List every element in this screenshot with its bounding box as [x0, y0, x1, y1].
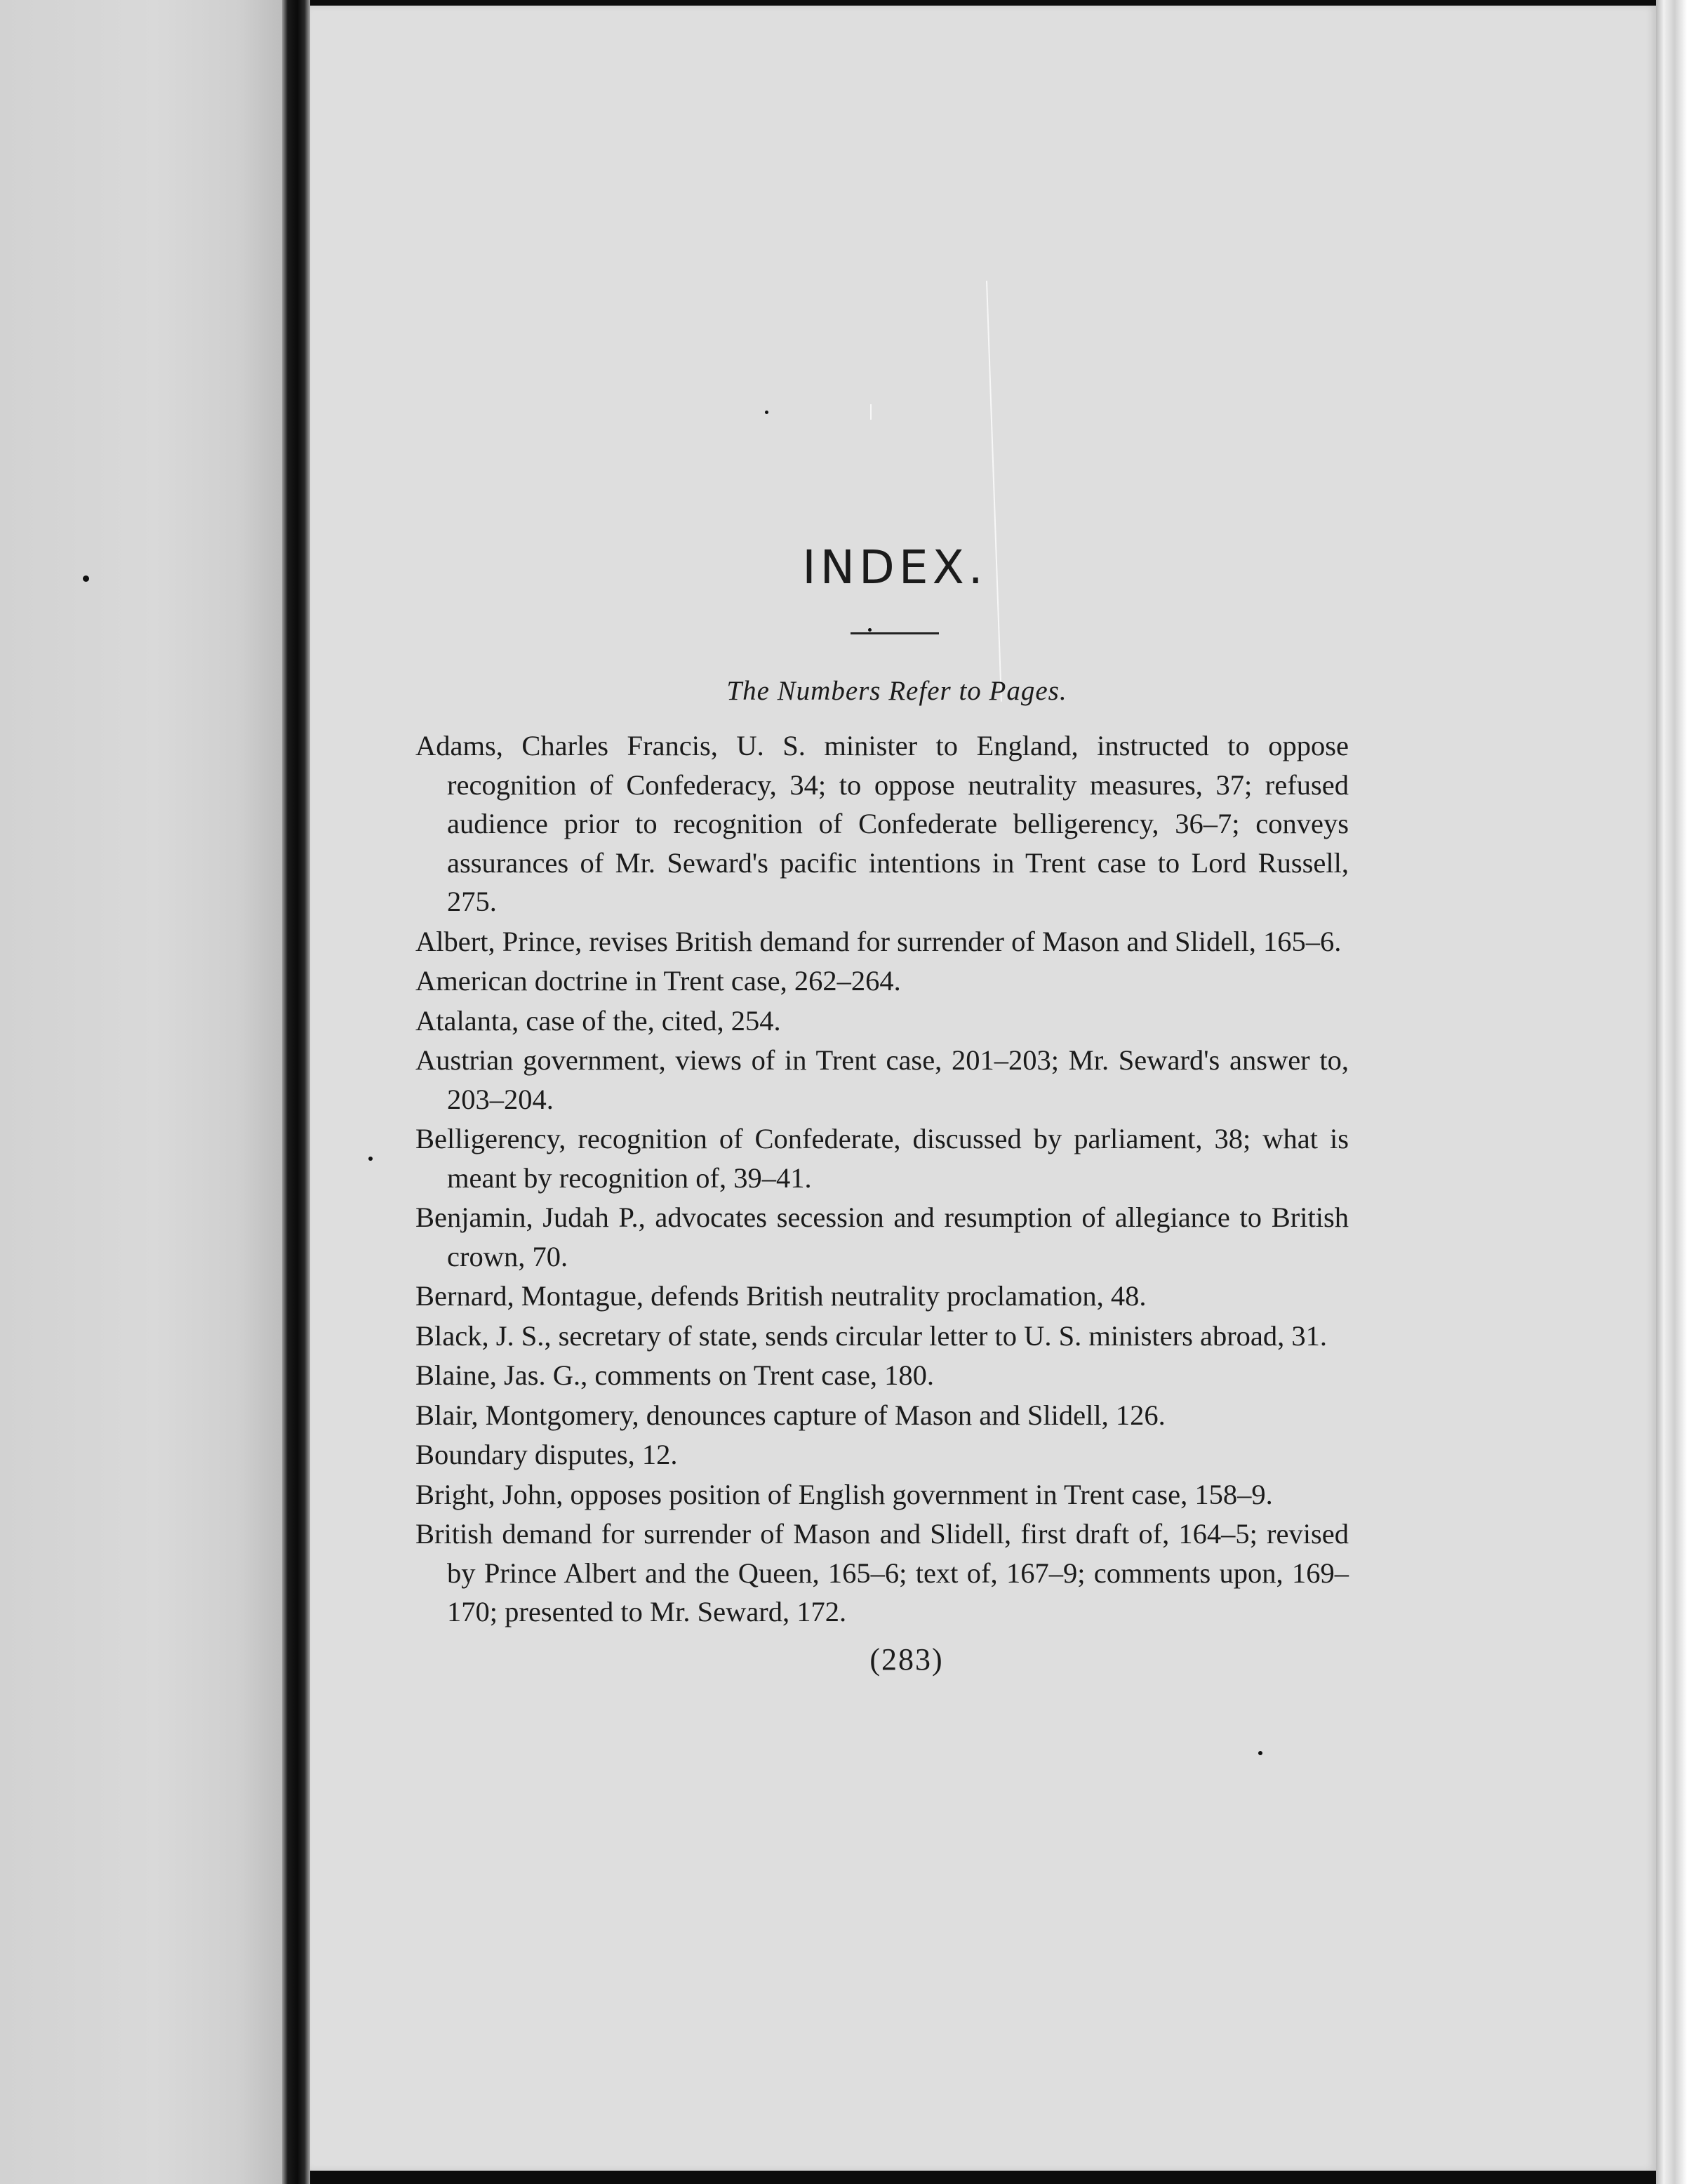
index-entry: Atalanta, case of the, cited, 254. — [415, 1004, 781, 1037]
index-entry: American doctrine in Trent case, 262–264. — [415, 965, 901, 997]
index-entry: Bernard, Montague, defends British neutrality proclamation, 48. — [415, 1280, 1147, 1312]
page-number: (283) — [869, 1642, 944, 1677]
index-subtitle: The Numbers Refer to Pages. — [726, 676, 1067, 706]
index-entry: Boundary disputes, 12. — [415, 1439, 678, 1470]
index-entries — [415, 726, 1349, 1632]
index-page-content — [415, 540, 1349, 1677]
index-entry: Blaine, Jas. G., comments on Trent case, 180. — [415, 1359, 935, 1391]
index-entry: Bright, John, opposes position of English government in Trent case, 158–9. — [415, 1478, 1273, 1510]
dust-speck — [83, 575, 89, 582]
index-entry: Austrian government, views of in Trent case, 201–203; Mr. Seward's answer to, 203–204. — [415, 1044, 1349, 1115]
dust-speck — [765, 411, 768, 414]
scan-scratch — [870, 404, 872, 420]
page-edge — [1656, 0, 1687, 2184]
index-entry: Adams, Charles Francis, U. S. minister to England, instructed to oppose recognition of Confederacy, 34; to oppose neutrality measures, 37; refused audience prior to recognition of Confederate belligerency, 36–7; conveys assurances of Mr. Seward's pacific intentions in Trent case to Lord Russell, 275. — [415, 730, 1349, 917]
index-entry: Benjamin, Judah P., advocates secession and resumption of allegiance to British crown, 70. — [415, 1201, 1349, 1272]
title-rule — [851, 632, 939, 634]
index-entry: Black, J. S., secretary of state, sends circular letter to U. S. ministers abroad, 31. — [415, 1319, 1328, 1352]
page-title: INDEX. — [802, 540, 987, 594]
book-gutter — [282, 0, 310, 2184]
index-entry: Blair, Montgomery, denounces capture of Mason and Slidell, 126. — [415, 1399, 1166, 1431]
left-page — [0, 0, 282, 2184]
dust-speck — [1258, 1751, 1262, 1755]
dust-speck — [368, 1157, 373, 1161]
index-entry: Belligerency, recognition of Confederate, discussed by parliament, 38; what is meant by recognition of, 39–41. — [415, 1123, 1349, 1194]
index-entry: British demand for surrender of Mason and Slidell, first draft of, 164–5; revised by Prince Albert and the Queen, 165–6; text of, 167–9; comments upon, 169–170; presented to Mr. Seward, 172. — [415, 1518, 1349, 1627]
index-entry: Albert, Prince, revises British demand for surrender of Mason and Slidell, 165–6. — [415, 925, 1342, 957]
